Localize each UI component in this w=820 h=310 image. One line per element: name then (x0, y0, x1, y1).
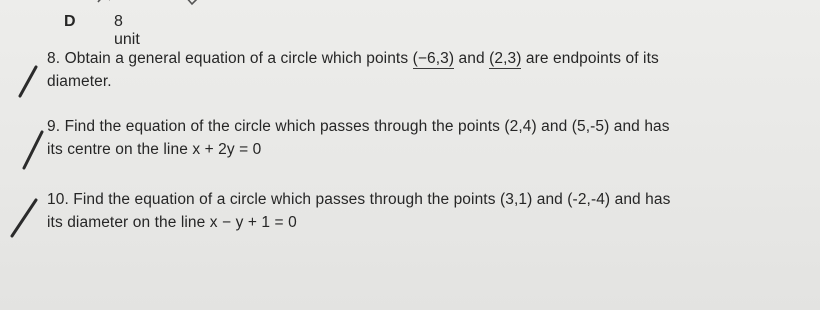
top-pen-marks (90, 0, 230, 10)
question-text: are endpoints of its (521, 50, 659, 67)
question-8-line-2: diameter. (47, 73, 112, 90)
tick-mark-9 (24, 132, 42, 168)
question-number: 8. (47, 50, 61, 67)
question-8 (47, 47, 787, 93)
question-10 (47, 188, 787, 234)
tick-mark-8 (20, 67, 36, 96)
question-9 (47, 115, 787, 161)
question-10-line-1 (47, 188, 787, 211)
question-text: Find the equation of a circle which passes through the points (3,1) and (-2,-4) and has (73, 191, 671, 208)
question-text: Obtain a general equation of a circle which points (64, 50, 413, 67)
question-10-line-2: its diameter on the line x − y + 1 = 0 (47, 214, 297, 231)
question-9-line-2: its centre on the line x + 2y = 0 (47, 141, 262, 158)
tick-mark-10 (12, 200, 36, 236)
question-number: 9. (47, 118, 61, 135)
endpoint-1: (−6,3) (412, 50, 455, 67)
question-number: 10. (47, 191, 69, 208)
unit-label: 8 unit (114, 13, 140, 48)
endpoint-2: (2,3) (489, 50, 522, 67)
question-9-line-1 (47, 115, 787, 138)
question-text: Find the equation of the circle which passes through the points (2,4) and (5,-5) and has (64, 118, 670, 135)
section-letter: D (64, 13, 76, 30)
question-text: and (454, 50, 490, 67)
question-8-line-1 (47, 47, 787, 70)
